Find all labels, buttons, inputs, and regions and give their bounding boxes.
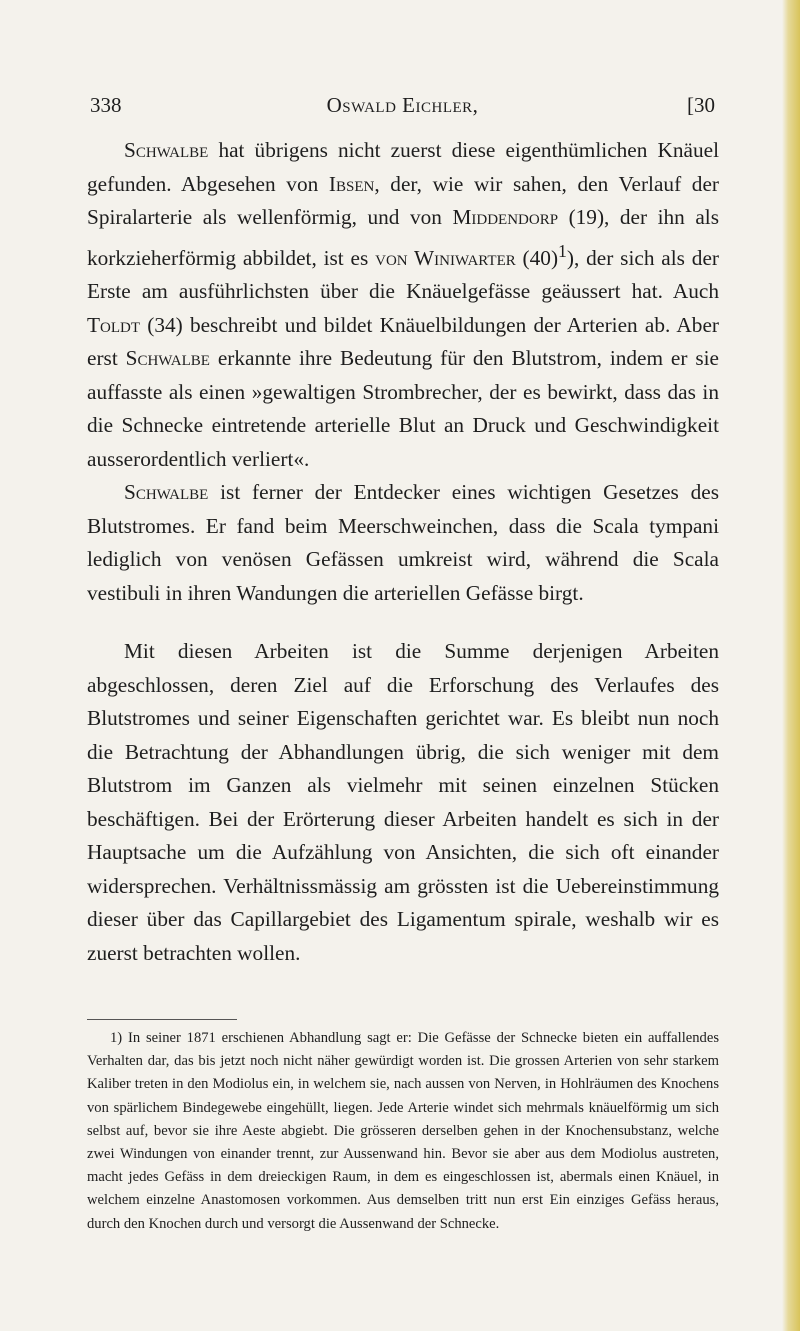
text-run: erkannte ihre Bedeutung für den Blutstrom, indem er sie auffasste als einen »gewaltigen Strombrecher, der es bewirkt, dass das in die Schnecke eintretende arterielle Blut an Druck und Geschwindigkeit ausserordentlich verliert«.	[87, 346, 719, 471]
paragraph-3: Mit diesen Arbeiten ist die Summe derjenigen Arbeiten abgeschlossen, deren Ziel auf die Erforschung des Verlaufes des Blutstromes und seiner Eigenschaften gerichtet war. Es bleibt nun noch die Betrachtung der Abhandlungen übrig, die sich weniger mit dem Blutstrom im Ganzen als vielmehr mit seinen einzelnen Stücken beschäftigen. Bei der Erörterung dieser Arbeiten handelt es sich in der Hauptsache um die Aufzählung von Ansichten, die sich oft einander widersprechen. Verhältnissmässig am grössten ist die Uebereinstimmung dieser über das Capillargebiet des Ligamentum spirale, weshalb wir es zuerst betrachten wollen.	[87, 639, 719, 965]
running-header	[90, 93, 715, 123]
text-run: , der, wie wir sahen, den Verlauf der Spiralarterie als wellenförmig, und von	[87, 171, 719, 229]
author-name: Schwalbe	[124, 138, 209, 162]
main-text-lower	[87, 635, 719, 970]
text-run: ist ferner der Entdecker eines wichtigen Gesetzes des Blutstromes. Er fand beim Meerschweinchen, dass die Scala tympani lediglich von venösen Gefässen umkreist wird, während die Scala vestibuli in ihren Wandungen die arteriellen Gefässe birgt.	[87, 480, 719, 605]
page-number: 338	[90, 93, 122, 117]
text-run: hat übrigens nicht zuerst diese eigenthümlichen Knäuel gefunden. Abgesehen von	[87, 138, 719, 196]
paragraph-1	[87, 134, 719, 476]
author-name: von Winiwarter	[375, 245, 516, 270]
author-name: Middendorp	[452, 205, 559, 229]
text-run: (40)	[515, 245, 559, 270]
footnote	[87, 1027, 719, 1236]
author-name: Schwalbe	[125, 346, 210, 371]
paragraph-2	[87, 476, 719, 610]
author-name: Ibsen	[328, 171, 375, 196]
main-text-upper	[87, 134, 719, 610]
section-marker: [30	[687, 93, 715, 117]
author-name: Schwalbe	[124, 480, 209, 505]
footnote-marker: 1	[558, 240, 567, 261]
footnote-text: 1) In seiner 1871 erschienen Abhandlung sagt er: Die Gefässe der Schnecke bieten ein auffallendes Verhalten dar, das bis jetzt noch nicht näher gewürdigt worden ist. Die grossen Arterien von sehr starkem Kaliber treten in den Modiolus ein, in welchem sie, nach aussen von Nerven, in Hohlräumen des Knochens von spärlichem Bindegewebe eingehüllt, liegen. Jede Arterie windet sich mehrmals knäuelförmig um sich selbst auf, bevor sie ihre Aeste abgiebt. Die grösseren derselben gehen in der Knochensubstanz, welche zwei Windungen von einander trennt, zur Aussenwand hin. Bevor sie aber aus dem Modiolus austreten, macht jedes Gefäss in dem dreieckigen Raum, in dem es eingeschlossen ist, abermals einen Knäuel, in welchem einzelne Anastomosen vorkommen. Aus demselben tritt nun erst Ein einziges Gefäss heraus, durch den Knochen durch und versorgt die Aussenwand der Schnecke.	[87, 1030, 719, 1232]
text-run: ), der sich als der Erste am ausführlichsten über die Knäuelgefässe geäussert hat. Auch	[87, 245, 719, 304]
running-title: Oswald Eichler,	[326, 93, 479, 117]
author-name: Toldt	[87, 312, 140, 337]
text-run: (19), der ihn als korkzieherförmig abbildet, ist es	[87, 205, 719, 270]
page-edge	[782, 0, 800, 1331]
text-run: (34) beschreibt und bildet Knäuelbildungen der Arterien ab. Aber erst	[87, 312, 719, 371]
footnote-divider	[87, 1019, 237, 1020]
